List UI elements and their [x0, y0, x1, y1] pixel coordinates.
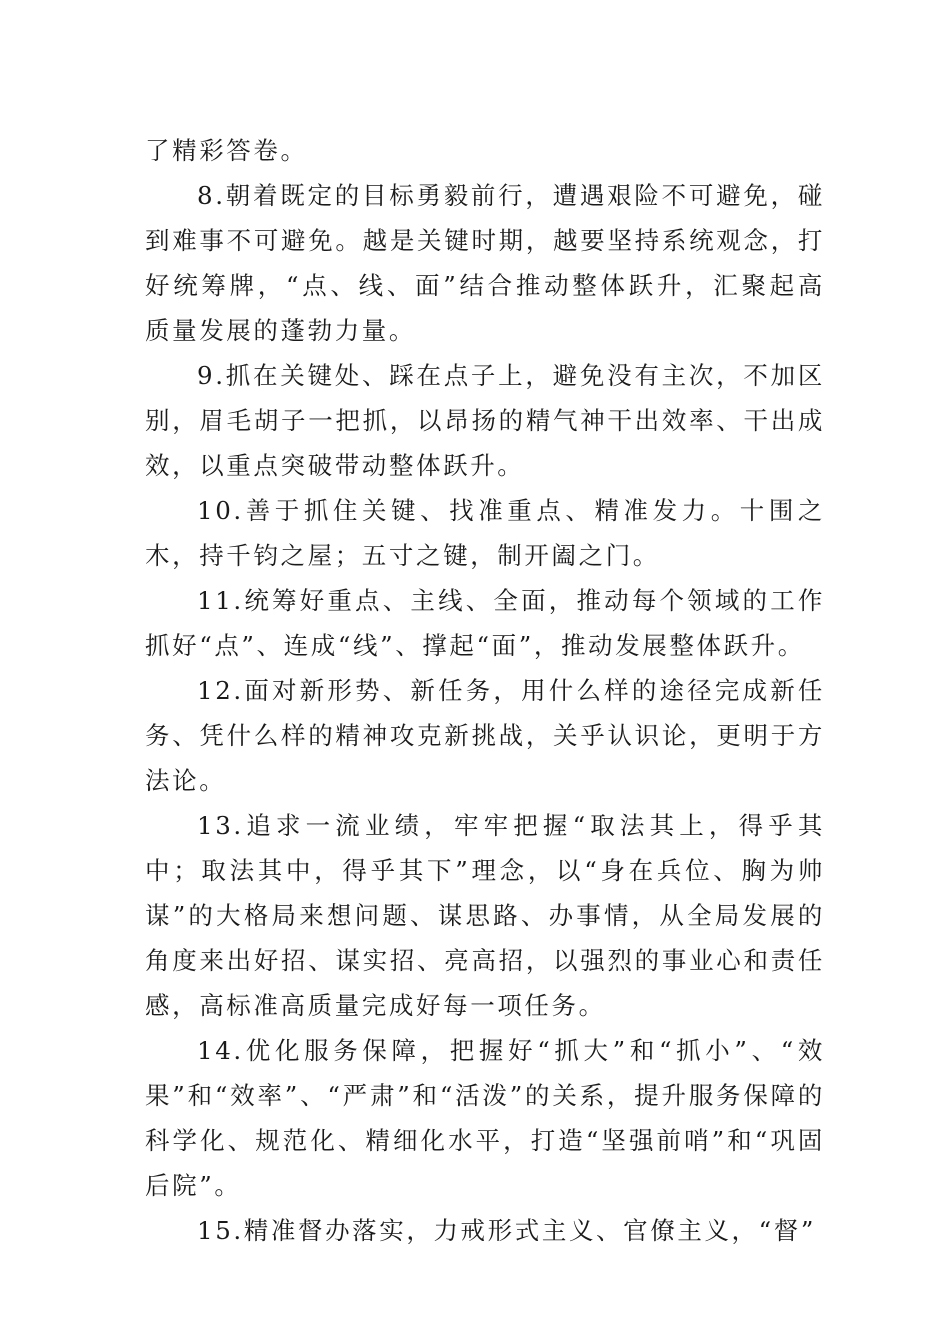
paragraph-item-11: 11.统筹好重点、主线、全面，推动每个领域的工作抓好“点”、连成“线”、撑起“面”，推动发展整体跃升。 — [145, 586, 825, 660]
paragraph-item-9: 9.抓在关键处、踩在点子上，避免没有主次，不加区别，眉毛胡子一把抓，以昂扬的精气神干出效率、干出成效，以重点突破带动整体跃升。 — [145, 361, 825, 480]
paragraph-item-13: 13.追求一流业绩，牢牢把握“取法其上，得乎其中；取法其中，得乎其下”理念，以“身在兵位、胸为帅谋”的大格局来想问题、谋思路、办事情，从全局发展的角度来出好招、谋实招、亮高招，以强烈的事业心和责任感，高标准高质量完成好每一项任务。 — [145, 811, 825, 1020]
paragraph-item-12: 12.面对新形势、新任务，用什么样的途径完成新任务、凭什么样的精神攻克新挑战，关乎认识论，更明于方法论。 — [145, 676, 825, 795]
paragraph-item-8: 8.朝着既定的目标勇毅前行，遭遇艰险不可避免，碰到难事不可避免。越是关键时期，越要坚持系统观念，打好统筹牌，“点、线、面”结合推动整体跃升，汇聚起高质量发展的蓬勃力量。 — [145, 181, 825, 345]
paragraph-continuation: 了精彩答卷。 — [145, 136, 308, 165]
paragraph-item-14: 14.优化服务保障，把握好“抓大”和“抓小”、“效果”和“效率”、“严肃”和“活泼”的关系，提升服务保障的科学化、规范化、精细化水平，打造“坚强前哨”和“巩固后院”。 — [145, 1036, 825, 1200]
paragraph-item-10: 10.善于抓住关键、找准重点、精准发力。十围之木，持千钧之屋；五寸之键，制开阖之门。 — [145, 496, 825, 570]
document-page — [145, 128, 825, 1253]
paragraph-item-15: 15.精准督办落实，力戒形式主义、官僚主义，“督” — [197, 1216, 817, 1245]
